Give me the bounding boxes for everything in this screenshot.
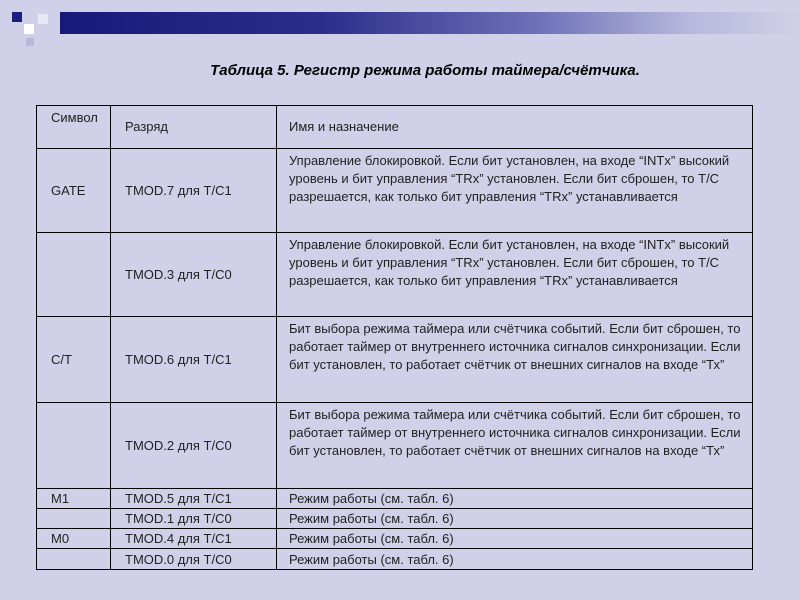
- table-row: [37, 529, 753, 549]
- cell-symbol: GATE: [37, 149, 111, 233]
- cell-bit: TMOD.5 для Т/С1: [111, 489, 277, 509]
- table-row: [37, 149, 753, 233]
- cell-bit: TMOD.7 для Т/С1: [111, 149, 277, 233]
- decor-square-mid: [26, 38, 34, 46]
- cell-description: Режим работы (см. табл. 6): [277, 529, 753, 549]
- cell-symbol: [37, 403, 111, 489]
- cell-bit: TMOD.6 для Т/С1: [111, 317, 277, 403]
- cell-symbol: [37, 549, 111, 570]
- cell-symbol: М0: [37, 529, 111, 549]
- header-symbol: Символ: [37, 106, 111, 149]
- cell-bit: TMOD.0 для Т/С0: [111, 549, 277, 570]
- cell-bit: TMOD.4 для Т/С1: [111, 529, 277, 549]
- cell-description: Бит выбора режима таймера или счётчика событий. Если бит сброшен, то работает таймер от внутреннего источника сигналов синхронизации. Если бит установлен, то работает счётчик от внешних сигналов на входе “Тх”: [277, 317, 753, 403]
- register-table: [36, 105, 753, 570]
- table-row: [37, 489, 753, 509]
- header-bit: Разряд: [111, 106, 277, 149]
- cell-bit: TMOD.3 для Т/С0: [111, 233, 277, 317]
- cell-description: Режим работы (см. табл. 6): [277, 489, 753, 509]
- cell-description: Управление блокировкой. Если бит установлен, на входе “INTx” высокий уровень и бит управления “TRx” установлен. Если бит сброшен, то Т/С разрешается, как только бит управления “TRx” устанавливается: [277, 149, 753, 233]
- decor-square-light: [38, 14, 48, 24]
- cell-description: Режим работы (см. табл. 6): [277, 549, 753, 570]
- cell-bit: TMOD.2 для Т/С0: [111, 403, 277, 489]
- header-gradient-bar: [60, 12, 800, 34]
- cell-symbol: [37, 233, 111, 317]
- table-header-row: [37, 106, 753, 149]
- page-title: Таблица 5. Регистр режима работы таймера/счётчика.: [210, 62, 640, 79]
- table-row: [37, 509, 753, 529]
- cell-symbol: С/Т: [37, 317, 111, 403]
- cell-description: Режим работы (см. табл. 6): [277, 509, 753, 529]
- cell-symbol: [37, 509, 111, 529]
- cell-symbol: М1: [37, 489, 111, 509]
- decor-square-white: [24, 24, 34, 34]
- cell-bit: TMOD.1 для Т/С0: [111, 509, 277, 529]
- cell-description: Управление блокировкой. Если бит установлен, на входе “INTx” высокий уровень и бит управления “TRx” установлен. Если бит сброшен, то Т/С разрешается, как только бит управления “TRx” устанавливается: [277, 233, 753, 317]
- header-description: Имя и назначение: [277, 106, 753, 149]
- table-row: [37, 233, 753, 317]
- table-row: [37, 549, 753, 570]
- table-row: [37, 317, 753, 403]
- decor-square-dark: [12, 12, 22, 22]
- table-row: [37, 403, 753, 489]
- cell-description: Бит выбора режима таймера или счётчика событий. Если бит сброшен, то работает таймер от внутреннего источника сигналов синхронизации. Если бит установлен, то работает счётчик от внешних сигналов на входе “Тх”: [277, 403, 753, 489]
